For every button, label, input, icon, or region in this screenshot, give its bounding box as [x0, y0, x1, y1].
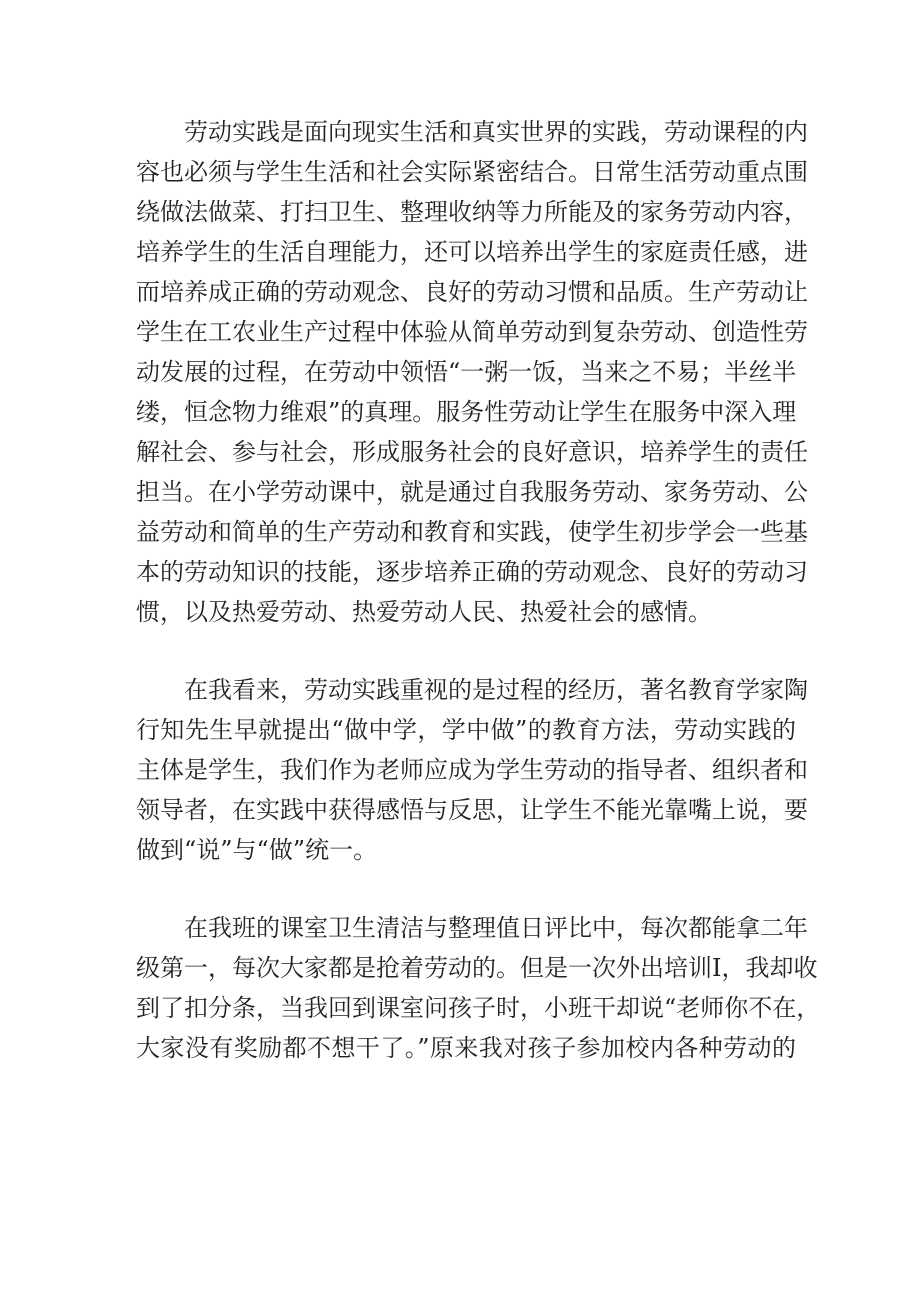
text-line: 解社会、参与社会，形成服务社会的良好意识，培养学生的责任 [136, 438, 808, 466]
text-line: 劳动实践是面向现实生活和真实世界的实践，劳动课程的内 [184, 118, 808, 146]
text-line: 容也必须与学生生活和社会实际紧密结合。日常生活劳动重点围 [136, 158, 808, 186]
text-line: 动发展的过程，在劳动中领悟“一粥一饭，当来之不易；半丝半 [136, 358, 797, 386]
text-line: 培养学生的生活自理能力，还可以培养出学生的家庭责任感，进 [136, 238, 808, 266]
text-line: 在我班的课室卫生清洁与整理值日评比中，每次都能拿二年 [184, 914, 808, 942]
text-line: 行知先生早就提出“做中学，学中做”的教育方法，劳动实践的 [136, 716, 796, 744]
text-line: 做到“说”与“做”统一。 [136, 836, 378, 864]
document-body [136, 112, 821, 1068]
text-line: 在我看来，劳动实践重视的是过程的经历，著名教育学家陶 [184, 676, 808, 704]
text-line: 益劳动和简单的生产劳动和教育和实践，使学生初步学会一些基 [136, 518, 808, 546]
text-line: 学生在工农业生产过程中体验从简单劳动到复杂劳动、创造性劳 [136, 318, 808, 346]
text-line: 到了扣分条，当我回到课室问孩子时，小班干却说“老师你不在， [136, 994, 821, 1022]
text-line: 领导者，在实践中获得感悟与反思，让学生不能光靠嘴上说，要 [136, 796, 808, 824]
paragraph-spacer [136, 632, 796, 670]
text-line: 而培养成正确的劳动观念、良好的劳动习惯和品质。生产劳动让 [136, 278, 808, 306]
text-line: 绕做法做菜、打扫卫生、整理收纳等力所能及的家务劳动内容， [136, 198, 808, 226]
text-line: 缕，恒念物力维艰”的真理。服务性劳动让学生在服务中深入理 [136, 398, 797, 426]
paragraph-spacer [136, 870, 796, 908]
paragraph-1 [136, 112, 808, 632]
paragraph-2 [136, 670, 808, 870]
paragraph-3 [136, 908, 821, 1068]
text-line: 本的劳动知识的技能，逐步培养正确的劳动观念、良好的劳动习 [136, 558, 808, 586]
text-line: 大家没有奖励都不想干了。”原来我对孩子参加校内各种劳动的 [136, 1034, 796, 1062]
text-line: 主体是学生，我们作为老师应成为学生劳动的指导者、组织者和 [136, 756, 808, 784]
text-line: 担当。在小学劳动课中，就是通过自我服务劳动、家务劳动、公 [136, 478, 808, 506]
text-line: 惯，以及热爱劳动、热爱劳动人民、热爱社会的感情。 [136, 598, 712, 626]
text-line: 级第一，每次大家都是抢着劳动的。但是一次外出培训I，我却收 [136, 954, 818, 982]
